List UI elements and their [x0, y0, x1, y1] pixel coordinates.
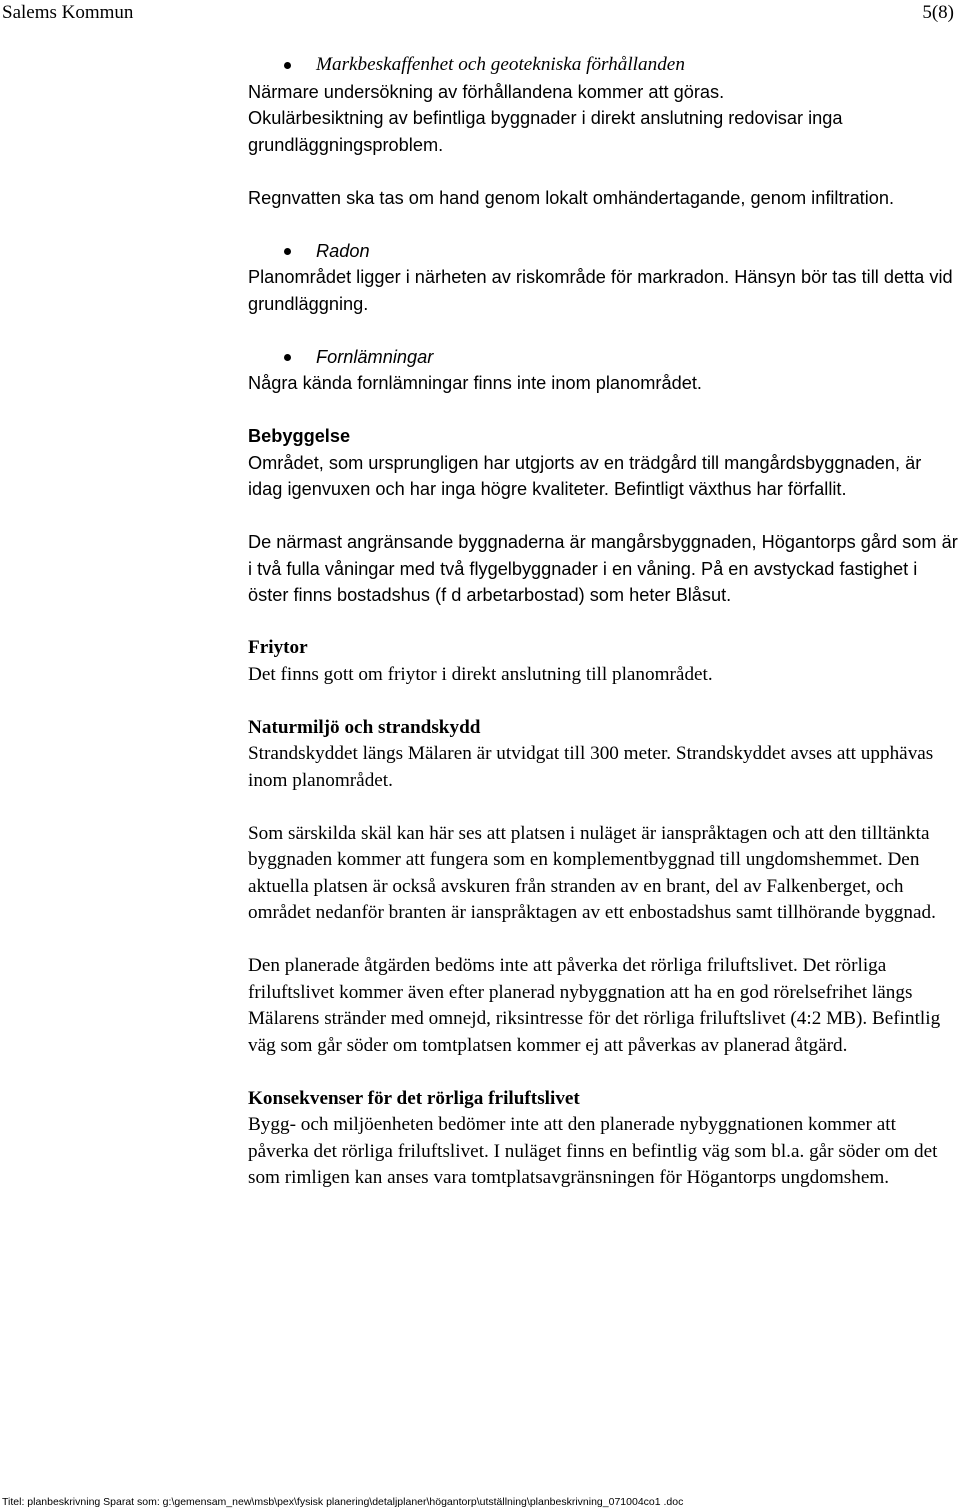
heading-konsekvenser: Konsekvenser för det rörliga friluftslivet [248, 1087, 580, 1109]
section-bebyggelse [248, 423, 958, 609]
friytor-text: Det finns gott om friytor i direkt anslutning till planområdet. [248, 663, 713, 685]
bullet-icon [284, 354, 291, 361]
naturmiljo-text2: Som särskilda skäl kan här ses att platsen i nuläget är ianspråktagen och att den tilltänkta byggnaden kommer att fungera som en komplementbyggnad till ungdomshemmet. Den aktuella platsen är också avskuren från stranden av en brant, del av Falkenberget, och området nedanför branten är ianspråktagen av ett enbostadshus samt tillhörande byggnad. [248, 822, 936, 923]
section-radon [248, 238, 958, 318]
naturmiljo-text1: Strandskyddet längs Mälaren är utvidgat till 300 meter. Strandskyddet avses att upphävas inom planområdet. [248, 743, 934, 791]
heading-radon: Radon [316, 240, 370, 261]
section-mark [248, 52, 958, 211]
bullet-icon [284, 248, 291, 255]
heading-mark: Markbeskaffenhet och geotekniska förhållanden [316, 54, 685, 75]
bullet-heading-fornlamningar [248, 344, 958, 371]
section-fornlamningar [248, 344, 958, 397]
heading-bebyggelse: Bebyggelse [248, 426, 351, 446]
heading-fornlamningar: Fornlämningar [316, 346, 434, 367]
konsekvenser-text: Bygg- och miljöenheten bedömer inte att den planerade nybyggnationen kommer att påverka det rörliga friluftslivet. I nuläget finns en befintlig väg som bl.a. går söder om det som rimligen kan anses vara tomtplatsavgränsningen för Högantorps ungdomshem. [248, 1114, 938, 1188]
bullet-heading-mark [248, 52, 958, 79]
bullet-icon [284, 62, 291, 69]
mark-line1: Närmare undersökning av förhållandena kommer att göras. [248, 81, 725, 102]
mark-line2: Okulärbesiktning av befintliga byggnader i direkt anslutning redovisar inga grundläggningsproblem. [248, 108, 843, 155]
heading-friytor: Friytor [248, 637, 308, 658]
municipality-name: Salems Kommun [2, 2, 134, 23]
section-naturmiljo [248, 715, 958, 1060]
bebyggelse-text1: Området, som ursprungligen har utgjorts av en trädgård till mangårdsbyggnaden, är idag igenvuxen och har inga högre kvaliteter. Befintligt växthus har förfallit. [248, 452, 922, 499]
page-number: 5(8) [922, 2, 954, 23]
document-footer: Titel: planbeskrivning Sparat som: g:\gemensam_new\msb\pex\fysisk planering\detaljplaner\högantorp\utställning\planbeskrivning_071004co1 .doc [2, 1496, 684, 1508]
naturmiljo-text3: Den planerade åtgärden bedöms inte att påverka det rörliga friluftslivet. Det rörliga friluftslivet kommer även efter planerad nybyggnation att ha en god rörelsefrihet längs Mälarens stränder med omnejd, riksintresse för det rörliga friluftslivet (4:2 MB). Befintlig väg som går söder om tomtplatsen kommer ej att påverkas av planerad åtgärd. [248, 955, 941, 1056]
radon-text: Planområdet ligger i närheten av riskområde för markradon. Hänsyn bör tas till detta vid grundläggning. [248, 267, 953, 314]
bebyggelse-text2: De närmast angränsande byggnaderna är mangårsbyggnaden, Högantorps gård som är i två fulla våningar med två flygelbyggnader i en våning. På en avstyckad fastighet i öster finns bostadshus (f d arbetarbostad) som heter Blåsut. [248, 532, 958, 605]
mark-line3: Regnvatten ska tas om hand genom lokalt omhändertagande, genom infiltration. [248, 187, 895, 208]
heading-naturmiljo: Naturmiljö och strandskydd [248, 716, 481, 738]
fornlamningar-text: Några kända fornlämningar finns inte inom planområdet. [248, 373, 702, 393]
section-konsekvenser [248, 1086, 958, 1192]
page-header [0, 2, 960, 28]
document-body [248, 52, 958, 1218]
bullet-heading-radon [248, 238, 958, 265]
section-friytor [248, 635, 958, 688]
